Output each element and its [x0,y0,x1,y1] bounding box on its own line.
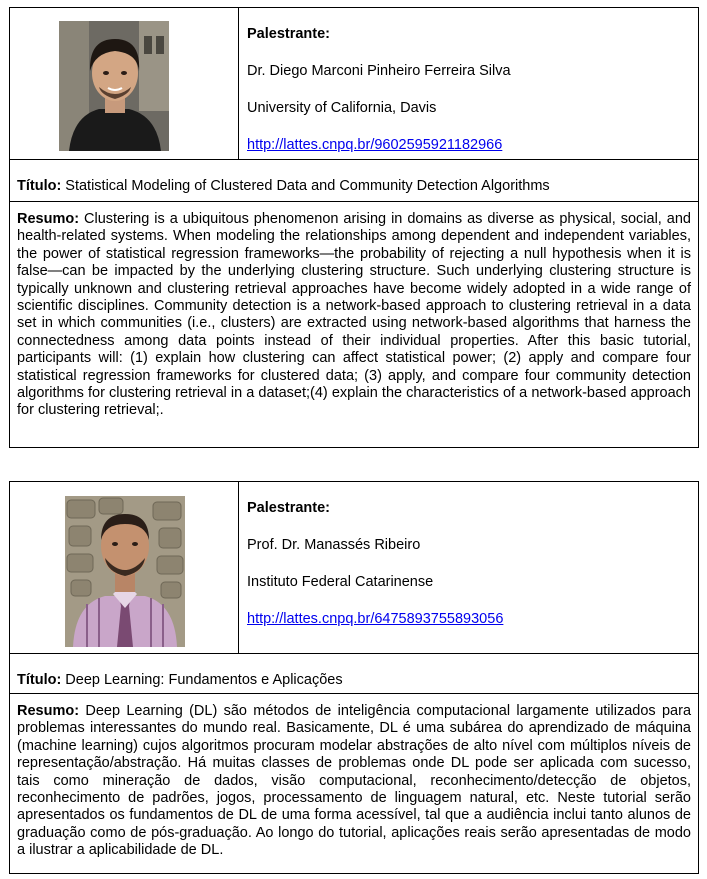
speaker-row [10,482,698,654]
talk-card-1 [9,7,699,448]
title-label: Título: [17,177,62,194]
talk-card-2 [9,481,699,874]
speaker-photo [65,496,185,647]
talk-title: Statistical Modeling of Clustered Data and Community Detection Algorithms [65,177,550,194]
title-row [10,654,698,694]
speaker-info [239,482,698,653]
speaker-row [10,8,698,160]
abstract-text: Deep Learning (DL) são métodos de inteligência computacional largamente utilizados para problemas interessantes do mundo real. Basicamente, DL é uma subárea do aprendizado de máquina (machine learning) cujos algoritmos procuram modelar abstrações de alto nível com múltiplos níveis de representação/abstração. Há muitas classes de problemas onde DL pode ser aplicada com sucesso, tais como mineração de dados, visão computacional, reconhecimento/detecção de objetos, reconhecimento de padrões, jogos, processamento de linguagem natural, etc. Neste tutorial serão apresentados os fundamentos de DL de uma forma acessível, tal que a audiência inclui tanto alunos de graduação como de pós-graduação. Ao longo do tutorial, aplicações reais serão apresentadas de modo a ilustrar a aplicabilidade de DL. [17,703,692,859]
abstract-row [10,202,698,420]
title-row [10,160,698,202]
lattes-link[interactable]: http://lattes.cnpq.br/6475893755893056 [247,611,504,627]
photo-cell [10,8,239,159]
affiliation: University of California, Davis [247,100,437,116]
abstract-label: Resumo: [17,703,80,719]
speaker-label: Palestrante: [247,26,331,42]
speaker-name: Prof. Dr. Manassés Ribeiro [247,537,421,553]
abstract-text: Clustering is a ubiquitous phenomenon arising in domains as diverse as physical, social, and health-related systems. When modeling the relationships among dependent and independent variables, the power of statistical regression frameworks—the probability of rejecting a null hypothesis when it is false—can be impacted by the underlying clustering structure. Such underlying clustering structure is typically unknown and clustering retrieval approaches have become widely adopted in a wide range of scientific disciplines. Community detection is a network-based approach to clustering retrieval in a data set in which communities (i.e., clusters) are extracted using network-based algorithms that harness the connectedness among data points instead of their individual properties. After this basic tutorial, participants will: (1) explain how clustering can affect statistical power; (2) apply and compare four statistical regression frameworks for clustered data; (3) apply, and compare four community detection algorithms for clustering retrieval in a dataset;(4) explain the characteristics of a network-based approach for clustering retrieval;. [17,211,691,419]
title-label: Título: [17,671,62,688]
speaker-info [239,8,698,159]
affiliation: Instituto Federal Catarinense [247,574,434,590]
photo-cell [10,482,239,653]
speaker-name: Dr. Diego Marconi Pinheiro Ferreira Silva [247,63,511,79]
talk-title: Deep Learning: Fundamentos e Aplicações [65,671,343,688]
abstract-row [10,694,698,860]
lattes-link[interactable]: http://lattes.cnpq.br/9602595921182966 [247,137,503,153]
abstract-label: Resumo: [17,211,80,227]
speaker-photo [59,21,169,151]
speaker-label: Palestrante: [247,500,331,516]
